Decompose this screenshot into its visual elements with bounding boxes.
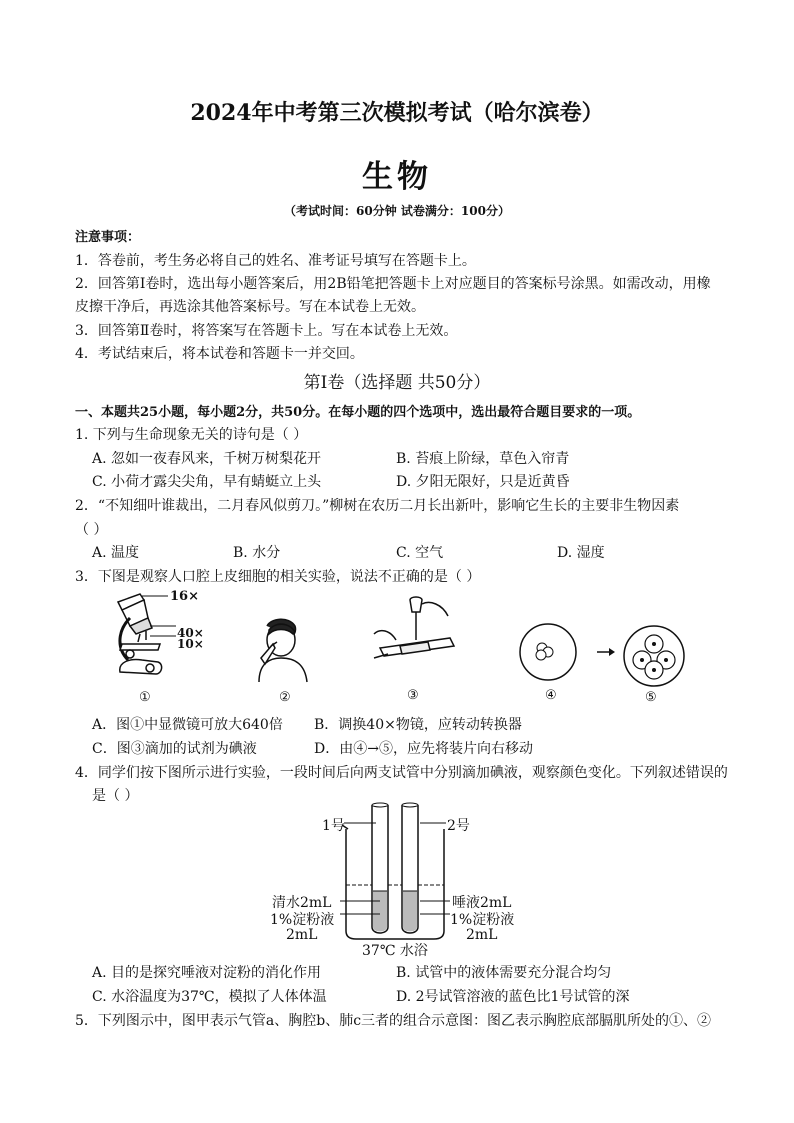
fig-label-2: ② bbox=[279, 690, 291, 705]
exam-time-info: （考试时间：60分钟 试卷满分：100分） bbox=[284, 204, 510, 218]
mag-label-10x: 10× bbox=[177, 637, 204, 651]
subject-title: 生物 bbox=[362, 159, 432, 195]
slide-dropper-figure bbox=[370, 598, 460, 678]
q1-stem: 1. 下列与生命现象无关的诗句是（ ） bbox=[75, 427, 308, 443]
tube-2-label: 2号 bbox=[447, 818, 470, 834]
arrow-right-icon bbox=[595, 645, 619, 659]
exam-title: 2024年中考第三次模拟考试（哈尔滨卷） bbox=[190, 100, 604, 126]
notice-item-2: 2．回答第Ⅰ卷时，选出每小题答案后，用2B铅笔把答题卡上对应题目的答案标号涂黑。如需改动，用橡 bbox=[75, 276, 711, 292]
right-label-starch: 1%淀粉液 bbox=[450, 912, 515, 928]
notice-heading: 注意事项： bbox=[75, 230, 141, 245]
q1-option-d: D. 夕阳无限好，只是近黄昏 bbox=[396, 474, 570, 490]
q4-option-d: D. 2号试管溶液的蓝色比1号试管的深 bbox=[396, 989, 630, 1005]
section-title: 第Ⅰ卷（选择题 共50分） bbox=[303, 373, 491, 393]
q3-option-d: D．由④→⑤，应先将装片向右移动 bbox=[314, 741, 533, 757]
q3-option-b: B．调换40×物镜，应转动转换器 bbox=[314, 717, 522, 733]
fig-label-4: ④ bbox=[545, 688, 557, 703]
notice-item-4: 4．考试结束后，将本试卷和答题卡一并交回。 bbox=[75, 346, 364, 362]
right-label-saliva: 唾液2mL bbox=[452, 895, 512, 911]
left-label-starch: 1%淀粉液 bbox=[270, 912, 335, 928]
q4-stem-bracket: 是（ ） bbox=[92, 788, 139, 804]
q2-option-a: A. 温度 bbox=[92, 545, 140, 561]
section-instruction: 一、本题共25小题，每小题2分，共50分。在每小题的四个选项中，选出最符合题目要求的一项。 bbox=[75, 405, 641, 420]
person-figure bbox=[245, 618, 325, 683]
view-field-4 bbox=[518, 622, 578, 682]
notice-item-3: 3．回答第Ⅱ卷时，将答案写在答题卡上。写在本试卷上无效。 bbox=[75, 323, 458, 339]
left-label-volume: 2mL bbox=[286, 927, 318, 943]
q2-stem: 2．“不知细叶谁裁出，二月春风似剪刀。”柳树在农历二月长出新叶，影响它生长的主要非生物因素 bbox=[75, 498, 680, 514]
notice-item-1: 1．答卷前，考生务必将自己的姓名、准考证号填写在答题卡上。 bbox=[75, 253, 476, 269]
tube-1-label: 1号 bbox=[322, 818, 345, 834]
q3-stem: 3．下图是观察人口腔上皮细胞的相关实验，说法不正确的是（ ） bbox=[75, 569, 481, 585]
q4-option-c: C. 水浴温度为37℃，模拟了人体体温 bbox=[92, 989, 327, 1005]
q2-stem-bracket: （ ） bbox=[75, 522, 108, 538]
q2-option-d: D. 湿度 bbox=[557, 545, 605, 561]
q4-stem: 4．同学们按下图所示进行实验，一段时间后向两支试管中分别滴加碘液，观察颜色变化。下列叙述错误的 bbox=[75, 765, 728, 781]
left-label-water: 清水2mL bbox=[272, 895, 332, 911]
fig-label-1: ① bbox=[139, 690, 151, 705]
q2-option-b: B. 水分 bbox=[233, 545, 281, 561]
notice-item-2-cont: 皮擦干净后，再选涂其他答案标号。写在本试卷上无效。 bbox=[75, 299, 425, 315]
q4-option-b: B. 试管中的液体需要充分混合均匀 bbox=[396, 965, 612, 981]
fig-label-5: ⑤ bbox=[645, 690, 657, 705]
view-field-5 bbox=[622, 624, 686, 688]
q3-option-c: C．图③滴加的试剂为碘液 bbox=[92, 741, 257, 757]
q1-option-b: B. 苔痕上阶绿，草色入帘青 bbox=[396, 451, 570, 467]
q1-option-c: C. 小荷才露尖尖角，早有蜻蜓立上头 bbox=[92, 474, 322, 490]
right-label-volume: 2mL bbox=[466, 927, 498, 943]
q1-option-a: A. 忽如一夜春风来，千树万树梨花开 bbox=[92, 451, 322, 467]
water-bath-label: 37℃ 水浴 bbox=[362, 943, 428, 959]
q5-stem: 5．下列图示中，图甲表示气管a、胸腔b、肺c三者的组合示意图：图乙表示胸腔底部膈肌所处的①、② bbox=[75, 1013, 712, 1029]
q3-option-a: A．图①中显微镜可放大640倍 bbox=[92, 717, 283, 733]
mag-label-40x: 40× bbox=[177, 626, 204, 640]
q4-option-a: A. 目的是探究唾液对淀粉的消化作用 bbox=[92, 965, 322, 981]
fig-label-3: ③ bbox=[407, 688, 419, 703]
q2-option-c: C. 空气 bbox=[396, 545, 444, 561]
mag-label-16x: 16× bbox=[170, 589, 199, 604]
